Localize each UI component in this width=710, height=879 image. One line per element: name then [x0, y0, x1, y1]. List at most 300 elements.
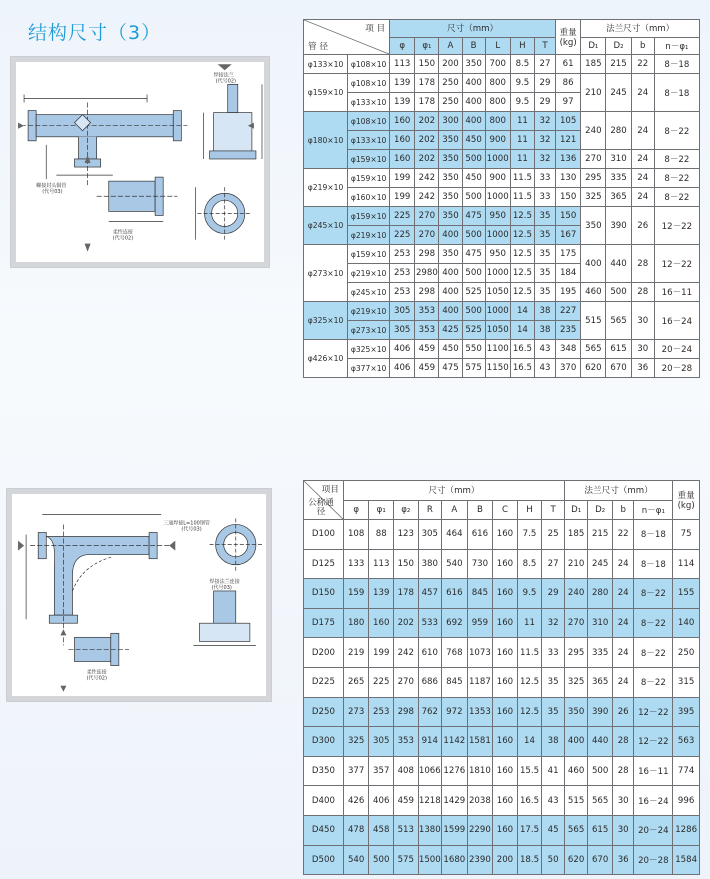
branch-size-cell: φ159×10 — [348, 150, 390, 169]
dim-cell: 7.5 — [517, 520, 542, 550]
pipe-code: (代号03) — [181, 526, 202, 533]
dim-cell: 139 — [390, 93, 415, 112]
dim-cell: 762 — [418, 697, 442, 727]
dim-cell: 610 — [418, 638, 442, 668]
dim-cell: 350 — [439, 131, 462, 150]
table-row — [304, 667, 700, 697]
flange-cell: 500 — [588, 756, 613, 786]
flange-cell: 670 — [606, 359, 631, 378]
dim-cell: 686 — [418, 667, 442, 697]
flange-col-header: n－φ₁ — [654, 37, 699, 55]
table-row — [304, 845, 700, 875]
weight-cell: 114 — [673, 549, 700, 579]
dim-cell: 900 — [485, 131, 510, 150]
dim-cell: 265 — [343, 667, 369, 697]
dim-cell: 400 — [462, 93, 485, 112]
weight-cell: 75 — [673, 520, 700, 550]
dim-cell: 11 — [510, 112, 534, 131]
dim-cell: 113 — [369, 549, 394, 579]
dim-cell: 33 — [534, 169, 555, 188]
flange-cell: 400 — [564, 727, 588, 757]
flange-cell: 8－22 — [634, 667, 673, 697]
coupling-code-2: (代号02) — [86, 675, 107, 682]
dim-cell: 270 — [394, 667, 419, 697]
flange-cell: 24 — [631, 74, 654, 112]
flange-cell: 620 — [581, 359, 606, 378]
dim-cell: 700 — [485, 55, 510, 74]
dim-cell: 325 — [343, 727, 369, 757]
dim-cell: 408 — [394, 756, 419, 786]
dims-col-header: T — [542, 500, 565, 520]
dim-cell: 150 — [415, 55, 439, 74]
dim-cell: 199 — [369, 638, 394, 668]
tee-drawing — [16, 62, 264, 262]
dim-cell: 2390 — [467, 845, 493, 875]
dim-cell: 11.5 — [517, 638, 542, 668]
weight-header — [556, 20, 581, 55]
flange-cell: 24 — [631, 112, 654, 150]
corner-bottom-label: 公称通径 — [308, 498, 334, 517]
dim-cell: 353 — [415, 321, 439, 340]
pipe-size-cell: φ180×10 — [304, 112, 348, 169]
dim-cell: 242 — [415, 188, 439, 207]
flange-cell: 615 — [588, 815, 613, 845]
dim-cell: 11 — [510, 150, 534, 169]
nominal-diameter-cell: D300 — [304, 727, 344, 757]
dim-cell: 123 — [394, 520, 419, 550]
nominal-diameter-cell: D500 — [304, 845, 344, 875]
dim-cell: 219 — [343, 638, 369, 668]
flange-cell: 280 — [606, 112, 631, 150]
dim-cell: 16.5 — [510, 359, 534, 378]
weight-cell: 86 — [556, 74, 581, 93]
dim-cell: 35 — [534, 264, 555, 283]
weight-cell: 150 — [556, 207, 581, 226]
dims-col-header: A — [442, 500, 468, 520]
flange-cell: 440 — [588, 727, 613, 757]
dim-cell: 160 — [493, 608, 518, 638]
dim-cell: 298 — [394, 697, 419, 727]
nominal-diameter-cell: D350 — [304, 756, 344, 786]
flange-cell: 670 — [588, 845, 613, 875]
subheader-row — [304, 500, 700, 520]
branch-size-cell: φ273×10 — [348, 321, 390, 340]
flange-cell: 28 — [612, 756, 633, 786]
dim-cell: 253 — [369, 697, 394, 727]
dim-cell: 900 — [485, 169, 510, 188]
dim-cell: 14 — [510, 321, 534, 340]
flange-cell: 295 — [581, 169, 606, 188]
flange-cell: 215 — [606, 55, 631, 74]
flange-label-2: 焊接法兰连接 — [209, 578, 240, 585]
corner-bottom-label: 管 径 — [308, 42, 328, 52]
dim-cell: 160 — [493, 786, 518, 816]
flange-col-header: n－φ₁ — [634, 500, 673, 520]
dim-cell: 33 — [542, 638, 565, 668]
dim-cell: 160 — [493, 756, 518, 786]
dim-cell: 500 — [369, 845, 394, 875]
dim-cell: 464 — [442, 520, 468, 550]
dim-cell: 525 — [462, 321, 485, 340]
dim-cell: 200 — [439, 55, 462, 74]
flange-cell: 295 — [564, 638, 588, 668]
dim-cell: 1000 — [485, 150, 510, 169]
flange-cell: 325 — [564, 667, 588, 697]
dim-cell: 253 — [390, 283, 415, 302]
dim-cell: 1599 — [442, 815, 468, 845]
weight-cell: 155 — [673, 579, 700, 609]
dim-cell: 1187 — [467, 667, 493, 697]
dim-cell: 8.5 — [517, 549, 542, 579]
weight-unit: (kg) — [559, 38, 577, 48]
flange-cell: 515 — [581, 302, 606, 340]
dim-cell: 475 — [462, 245, 485, 264]
flange-col-header: D₁ — [581, 37, 606, 55]
dim-cell: 350 — [439, 207, 462, 226]
dim-cell: 27 — [542, 549, 565, 579]
dim-cell: 113 — [390, 55, 415, 74]
coupling-label: 柔性连接 — [112, 229, 133, 236]
dim-cell: 1429 — [442, 786, 468, 816]
flange-cell: 335 — [588, 638, 613, 668]
weight-cell: 996 — [673, 786, 700, 816]
corner-top-label: 项 目 — [365, 24, 386, 34]
table-row — [304, 188, 700, 207]
dim-cell: 2980 — [415, 264, 439, 283]
table-row — [304, 727, 700, 757]
dim-cell: 9.5 — [510, 93, 534, 112]
dim-cell: 377 — [343, 756, 369, 786]
weight-cell: 140 — [673, 608, 700, 638]
flange-cell: 565 — [606, 302, 631, 340]
dims-col-header: φ — [390, 37, 415, 55]
dim-cell: 253 — [390, 264, 415, 283]
flange-cell: 28 — [631, 283, 654, 302]
dim-cell: 160 — [493, 549, 518, 579]
corner-top-label: 项目 — [321, 485, 339, 495]
flange-cell: 16－24 — [654, 302, 699, 340]
dim-cell: 616 — [442, 579, 468, 609]
flange-cell: 8－22 — [634, 638, 673, 668]
dim-cell: 250 — [439, 93, 462, 112]
weight-label: 重量 — [559, 28, 577, 38]
dim-cell: 38 — [534, 302, 555, 321]
dim-cell: 450 — [439, 340, 462, 359]
weight-cell: 167 — [556, 226, 581, 245]
dim-cell: 540 — [442, 549, 468, 579]
flange-cell: 26 — [612, 697, 633, 727]
flange-cell: 24 — [612, 638, 633, 668]
dim-cell: 11 — [517, 608, 542, 638]
dim-cell: 29 — [542, 579, 565, 609]
flange-cell: 325 — [581, 188, 606, 207]
dim-cell: 45 — [542, 815, 565, 845]
dims-group-header: 尺寸（mm） — [390, 20, 556, 38]
weight-cell: 235 — [556, 321, 581, 340]
dim-cell: 12.5 — [517, 667, 542, 697]
dim-cell: 305 — [369, 727, 394, 757]
elbow-dimension-table — [303, 480, 700, 875]
table-row — [304, 608, 700, 638]
dim-cell: 400 — [439, 264, 462, 283]
flange-cell: 12－22 — [654, 245, 699, 283]
flange-cell: 16－24 — [634, 786, 673, 816]
page-title: 结构尺寸（3） — [28, 22, 162, 44]
dim-cell: 250 — [439, 74, 462, 93]
flange-cell: 26 — [631, 207, 654, 245]
dim-cell: 273 — [343, 697, 369, 727]
weight-cell: 121 — [556, 131, 581, 150]
flange-cell: 36 — [631, 359, 654, 378]
dim-cell: 225 — [369, 667, 394, 697]
weight-header — [673, 481, 700, 520]
dim-cell: 160 — [493, 815, 518, 845]
flange-col-header: D₂ — [606, 37, 631, 55]
flange-cell: 310 — [588, 608, 613, 638]
dim-cell: 15.5 — [517, 756, 542, 786]
dim-cell: 845 — [467, 579, 493, 609]
dim-cell: 14 — [510, 302, 534, 321]
flange-cell: 270 — [564, 608, 588, 638]
dims-col-header: L — [485, 37, 510, 55]
dim-cell: 450 — [462, 169, 485, 188]
dim-cell: 1581 — [467, 727, 493, 757]
flange-cell: 8－22 — [654, 150, 699, 169]
branch-size-cell: φ219×10 — [348, 302, 390, 321]
dim-cell: 160 — [493, 638, 518, 668]
coupling-code: (代号02) — [112, 235, 134, 242]
dims-col-header: H — [517, 500, 542, 520]
dim-cell: 500 — [462, 226, 485, 245]
table-row — [304, 579, 700, 609]
table-row — [304, 549, 700, 579]
dims-col-header: B — [467, 500, 493, 520]
dim-cell: 1000 — [485, 264, 510, 283]
dim-cell: 242 — [415, 169, 439, 188]
weight-cell: 315 — [673, 667, 700, 697]
dim-cell: 25 — [542, 520, 565, 550]
dim-cell: 139 — [390, 74, 415, 93]
flange-group-header: 法兰尺寸（mm） — [581, 20, 700, 38]
dims-col-header: φ — [343, 500, 369, 520]
flange-cell: 36 — [612, 845, 633, 875]
dim-cell: 178 — [415, 74, 439, 93]
dim-cell: 400 — [462, 112, 485, 131]
dim-cell: 500 — [462, 264, 485, 283]
dim-cell: 350 — [462, 55, 485, 74]
flange-plate-label: 焊接法兰 — [213, 72, 234, 79]
dim-cell: 14 — [517, 727, 542, 757]
flange-cell: 215 — [588, 520, 613, 550]
dim-cell: 12.5 — [510, 207, 534, 226]
branch-size-cell: φ108×10 — [348, 74, 390, 93]
branch-size-cell: φ108×10 — [348, 112, 390, 131]
weight-cell: 175 — [556, 245, 581, 264]
dim-cell: 1000 — [485, 226, 510, 245]
flange-cell: 365 — [606, 188, 631, 207]
dim-cell: 525 — [462, 283, 485, 302]
flange-cell: 20－28 — [654, 359, 699, 378]
table-row — [304, 340, 700, 359]
flange-cell: 8－18 — [654, 74, 699, 112]
flange-cell: 16－11 — [634, 756, 673, 786]
dim-cell: 1142 — [442, 727, 468, 757]
dim-cell: 38 — [534, 321, 555, 340]
nominal-diameter-cell: D400 — [304, 786, 344, 816]
weight-cell: 250 — [673, 638, 700, 668]
dim-cell: 300 — [439, 112, 462, 131]
branch-size-cell: φ159×10 — [348, 169, 390, 188]
flange-cell: 460 — [564, 756, 588, 786]
nominal-diameter-cell: D250 — [304, 697, 344, 727]
dim-cell: 202 — [415, 112, 439, 131]
flange-cell: 210 — [581, 74, 606, 112]
flange-cell: 30 — [631, 302, 654, 340]
branch-size-cell: φ325×10 — [348, 340, 390, 359]
dim-cell: 43 — [542, 786, 565, 816]
pipe-size-cell: φ245×10 — [304, 207, 348, 245]
flange-cell: 565 — [581, 340, 606, 359]
dim-cell: 513 — [394, 815, 419, 845]
flange-cell: 515 — [564, 786, 588, 816]
dim-cell: 353 — [415, 302, 439, 321]
weight-cell: 348 — [556, 340, 581, 359]
dim-cell: 35 — [534, 283, 555, 302]
dim-cell: 458 — [369, 815, 394, 845]
weight-cell: 150 — [556, 188, 581, 207]
nominal-diameter-cell: D175 — [304, 608, 344, 638]
dim-cell: 9.5 — [510, 74, 534, 93]
flange-cell: 390 — [606, 207, 631, 245]
flange-cell: 12－22 — [634, 697, 673, 727]
flange-cell: 22 — [631, 55, 654, 74]
flange-col-header: D₁ — [564, 500, 588, 520]
flange-cell: 24 — [631, 150, 654, 169]
dim-cell: 225 — [390, 226, 415, 245]
dim-cell: 160 — [493, 727, 518, 757]
table-row — [304, 150, 700, 169]
dim-cell: 426 — [343, 786, 369, 816]
dim-cell: 41 — [542, 756, 565, 786]
dim-cell: 400 — [462, 74, 485, 93]
flange-cell: 22 — [612, 520, 633, 550]
dim-cell: 199 — [390, 188, 415, 207]
flange-cell: 24 — [631, 169, 654, 188]
dim-cell: 35 — [534, 245, 555, 264]
dims-col-header: B — [462, 37, 485, 55]
dim-cell: 533 — [418, 608, 442, 638]
dim-cell: 1380 — [418, 815, 442, 845]
nominal-diameter-cell: D100 — [304, 520, 344, 550]
dim-cell: 692 — [442, 608, 468, 638]
table-row — [304, 55, 700, 74]
flange-cell: 240 — [564, 579, 588, 609]
table-row — [304, 302, 700, 321]
dim-cell: 242 — [394, 638, 419, 668]
dim-cell: 12.5 — [510, 245, 534, 264]
flange-cell: 400 — [581, 245, 606, 283]
header-row — [304, 20, 700, 38]
flange-cell: 30 — [631, 340, 654, 359]
table-row — [304, 756, 700, 786]
flange-plate-code: (代号02) — [215, 78, 237, 85]
flange-cell: 8－18 — [634, 520, 673, 550]
flange-cell: 24 — [612, 608, 633, 638]
flange-code-2: (代号03) — [211, 584, 232, 591]
dim-cell: 1073 — [467, 638, 493, 668]
branch-size-cell: φ219×10 — [348, 226, 390, 245]
dim-cell: 400 — [439, 226, 462, 245]
dim-cell: 202 — [415, 131, 439, 150]
weight-cell: 1584 — [673, 845, 700, 875]
table-row — [304, 815, 700, 845]
dim-cell: 160 — [493, 579, 518, 609]
dim-cell: 8.5 — [510, 55, 534, 74]
dim-cell: 1353 — [467, 697, 493, 727]
dim-cell: 425 — [439, 321, 462, 340]
dim-cell: 133 — [343, 549, 369, 579]
flange-cell: 615 — [606, 340, 631, 359]
dim-cell: 160 — [493, 697, 518, 727]
dim-cell: 2290 — [467, 815, 493, 845]
dim-cell: 950 — [485, 207, 510, 226]
weight-cell: 97 — [556, 93, 581, 112]
flange-cell: 30 — [612, 815, 633, 845]
flange-cell: 30 — [612, 786, 633, 816]
dim-cell: 35 — [542, 667, 565, 697]
dim-cell: 575 — [462, 359, 485, 378]
weight-cell: 774 — [673, 756, 700, 786]
dim-cell: 29 — [534, 74, 555, 93]
dim-cell: 199 — [390, 169, 415, 188]
tee-drawing-figure — [10, 56, 270, 268]
flange-cell: 20－28 — [634, 845, 673, 875]
flange-cell: 28 — [612, 727, 633, 757]
corner-cell — [304, 481, 344, 520]
pipe-size-cell: φ133×10 — [304, 55, 348, 74]
dim-cell: 50 — [542, 845, 565, 875]
flange-col-header: D₂ — [588, 500, 613, 520]
coupling-label-2: 柔性连接 — [86, 669, 107, 676]
flange-col-header: b — [612, 500, 633, 520]
flange-cell: 8－22 — [634, 608, 673, 638]
dim-cell: 12.5 — [510, 264, 534, 283]
dims-col-header: A — [439, 37, 462, 55]
dim-cell: 575 — [394, 845, 419, 875]
weight-cell: 227 — [556, 302, 581, 321]
flange-cell: 620 — [564, 845, 588, 875]
dim-cell: 160 — [493, 667, 518, 697]
table-row — [304, 283, 700, 302]
flange-cell: 8－22 — [654, 169, 699, 188]
weight-label: 重量 — [677, 491, 695, 501]
dim-cell: 459 — [415, 359, 439, 378]
dim-cell: 16.5 — [510, 340, 534, 359]
flange-cell: 24 — [612, 579, 633, 609]
dim-cell: 11.5 — [510, 188, 534, 207]
dim-cell: 478 — [343, 815, 369, 845]
dim-cell: 406 — [390, 340, 415, 359]
branch-size-cell: φ219×10 — [348, 264, 390, 283]
dim-cell: 270 — [415, 207, 439, 226]
table-row — [304, 245, 700, 264]
table-row — [304, 520, 700, 550]
dim-cell: 35 — [534, 226, 555, 245]
dim-cell: 550 — [462, 340, 485, 359]
dim-cell: 768 — [442, 638, 468, 668]
table-row — [304, 112, 700, 131]
dim-cell: 1150 — [485, 359, 510, 378]
